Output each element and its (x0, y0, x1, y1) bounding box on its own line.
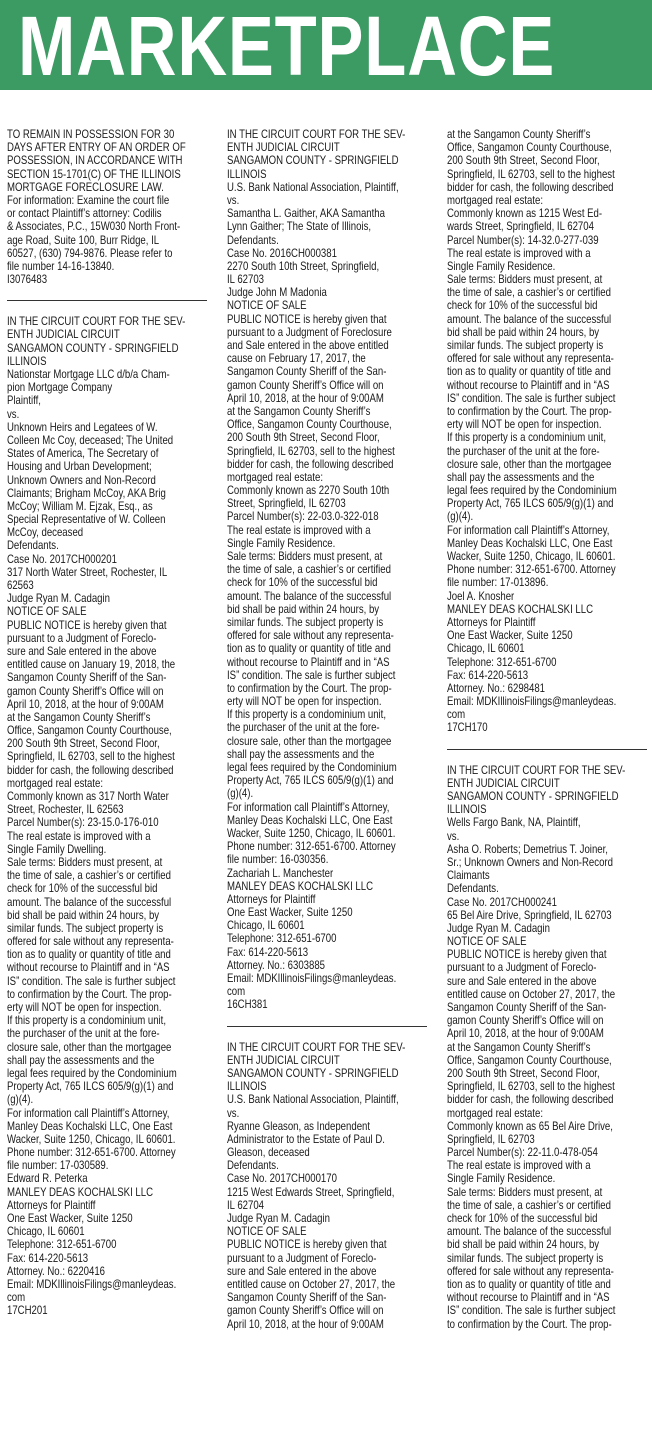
notice-line: Phone number: 312-651-6700. Attorney (227, 839, 396, 854)
notice-line: For information call Plaintiff’s Attorney, (7, 1105, 170, 1120)
notice-divider (447, 749, 647, 750)
notice-line: to confirmation by the Court. The prop- (227, 680, 392, 695)
notice-line: Phone number: 312-651-6700. Attorney (447, 562, 616, 577)
notice-line: and Sale entered in the above entitled (227, 338, 389, 352)
notice-line: Wacker, Suite 1250, Chicago, IL 60601. (7, 1131, 176, 1146)
notice-line: pursuant to a Judgment of Foreclo- (447, 960, 597, 975)
notice-line: U.S. Bank National Association, Plaintiff, (227, 179, 399, 194)
notice-divider (7, 300, 207, 301)
notice-line: Street, Rochester, IL 62563 (7, 802, 124, 817)
notice-line: Attorney. No.: 6220416 (7, 1263, 106, 1278)
notice-line: vs. (7, 406, 20, 421)
notice-line: ENTH JUDICIAL CIRCUIT (7, 327, 120, 342)
notice-line: Unknown Heirs and Legatees of W. (7, 419, 158, 434)
notice-line: gamon County Sheriff’s Office will on (7, 683, 164, 698)
notice-line: IS” condition. The sale is further subject (447, 390, 616, 405)
notice-line: Colleen Mc Coy, deceased; The United (7, 432, 174, 447)
notice-line: NOTICE OF SALE (7, 604, 87, 619)
notice-line: ENTH JUDICIAL CIRCUIT (227, 1052, 340, 1067)
notice-line: the time of sale, a cashier’s or certified (7, 868, 171, 883)
notice-line: PUBLIC NOTICE is hereby given that (227, 311, 387, 326)
notice-line: Wells Fargo Bank, NA, Plaintiff, (447, 815, 581, 830)
notice-line: (g)(4). (227, 786, 254, 801)
notice-line: file number: 17-030589. (7, 1158, 109, 1173)
notice-line: DAYS AFTER ENTRY OF AN ORDER OF (7, 140, 186, 155)
notice-line: Sangamon County Sheriff of the San- (7, 670, 167, 685)
notice-line: April 10, 2018, at the hour of 9:00AM (447, 1026, 604, 1041)
notice-line: sure and Sale entered in the above (7, 643, 157, 658)
notice-line: mortgaged real estate: (447, 192, 544, 207)
notice-line: 16CH381 (227, 997, 268, 1012)
notice-line: tion as to quality or quantity of title and (7, 947, 171, 962)
notice-line: similar funds. The subject property is (227, 614, 384, 629)
notice-line: com (227, 984, 246, 999)
notice-line: legal fees required by the Condominium (447, 483, 617, 498)
notice-line: Case No. 2017CH000170 (227, 1171, 337, 1186)
notice-line: Chicago, IL 60601 (7, 1224, 85, 1239)
notice-line: Zachariah L. Manchester (227, 865, 334, 880)
notice-line: vs. (227, 192, 240, 207)
notice-line: vs. (447, 828, 460, 843)
notice-line: SANGAMON COUNTY - SPRINGFIELD (447, 789, 619, 803)
notice-line: bid shall be paid within 24 hours, by (227, 601, 380, 616)
notice-line: Sale terms: Bidders must present, at (7, 854, 163, 869)
notice-line: If this property is a condominium unit, (227, 707, 387, 722)
notice-line: shall pay the assessments and the (227, 746, 375, 761)
notice-line: Samantha L. Gaither, AKA Samantha (227, 206, 385, 221)
notice-line: mortgaged real estate: (447, 1105, 544, 1120)
notice-line: ENTH JUDICIAL CIRCUIT (227, 140, 340, 155)
notice-line: Wacker, Suite 1250, Chicago, IL 60601. (447, 549, 616, 563)
notice-line: Sangamon County Sheriff of the San- (227, 1290, 387, 1305)
notice-line: closure sale, other than the mortgagee (227, 733, 392, 748)
notice-line: check for 10% of the successful bid (447, 1211, 598, 1225)
notice-line: Sale terms: Bidders must present, at (447, 272, 603, 287)
notice-line: IL 62703 (227, 272, 265, 287)
notice-line: Plaintiff, (7, 393, 41, 408)
notice-line: 1215 West Edwards Street, Springfield, (227, 1184, 395, 1199)
notice-line: erty will NOT be open for inspection. (447, 417, 602, 432)
notice-line: Chicago, IL 60601 (447, 641, 525, 656)
notice-line: entitled cause on January 19, 2018, the (7, 657, 176, 672)
notice-line: closure sale, other than the mortgagee (7, 1039, 172, 1054)
notice-line: ENTH JUDICIAL CIRCUIT (447, 775, 560, 790)
notice-line: amount. The balance of the successful (227, 588, 392, 603)
notice-line: NOTICE OF SALE (447, 934, 527, 949)
notice-line: Office, Sangamon County Courthouse, (227, 417, 392, 432)
notice-line: The real estate is improved with a (447, 245, 591, 260)
notice-line: Attorneys for Plaintiff (447, 614, 536, 629)
notice-line: Claimants; Brigham McCoy, AKA Brig (7, 485, 166, 500)
notice-line: Judge Ryan M. Cadagin (7, 591, 110, 606)
notice-line: IS” condition. The sale is further subject (227, 667, 396, 682)
notice-line: 17CH201 (7, 1303, 48, 1318)
notice-line: Attorney. No.: 6303885 (227, 957, 326, 972)
notice-line: 200 South 9th Street, Second Floor, (227, 430, 380, 445)
notice-line: Telephone: 312-651-6700 (227, 931, 337, 946)
notice-line: amount. The balance of the successful (7, 894, 172, 909)
notice-line: TO REMAIN IN POSSESSION FOR 30 (7, 128, 175, 141)
notice-line: McCoy, deceased (7, 525, 84, 540)
notice-line: amount. The balance of the successful (447, 1224, 612, 1239)
notice-line: Defendants. (7, 538, 59, 553)
notice-line: file number: 16-030356. (227, 852, 329, 867)
notice-line: ILLINOIS (7, 353, 47, 368)
notice-line: pursuant to a Judgment of Foreclosure (227, 324, 392, 339)
notice-line: entitled cause on October 27, 2017, the (447, 986, 616, 1001)
notice-line: Office, Sangamon County Courthouse, (447, 1052, 612, 1067)
notice-line: the purchaser of the unit at the fore- (447, 443, 600, 458)
notice-line: Nationstar Mortgage LLC d/b/a Cham- (7, 367, 170, 381)
notice-line: file number 14-16-13840. (7, 258, 115, 273)
notice-line: Single Family Residence. (447, 258, 556, 273)
notice-line: One East Wacker, Suite 1250 (7, 1211, 133, 1225)
notice-line: erty will NOT be open for inspection. (227, 694, 382, 709)
notice-line: check for 10% of the successful bid (447, 298, 598, 313)
notice-line: Gleason, deceased (227, 1145, 310, 1160)
notice-line: sure and Sale entered in the above (447, 973, 597, 988)
notice-line: Manley Deas Kochalski LLC, One East (7, 1118, 173, 1133)
notice-line: Sr.; Unknown Owners and Non-Record (447, 854, 613, 869)
notice-line: Ryanne Gleason, as Independent (227, 1118, 371, 1133)
notice-line: Case No. 2017CH000201 (7, 551, 117, 566)
notice-line: Commonly known as 2270 South 10th (227, 483, 390, 498)
page-title: MARKETPLACE (18, 0, 556, 93)
notice-line: (g)(4). (7, 1092, 34, 1107)
notice-line: ILLINOIS (447, 802, 487, 817)
notice-line: 2270 South 10th Street, Springfield, (227, 258, 380, 273)
notice-line: SECTION 15-1701(C) OF THE ILLINOIS (7, 166, 181, 181)
notice-line: Unknown Owners and Non-Record (7, 472, 156, 487)
notice-line: 65 Bel Aire Drive, Springfield, IL 62703 (447, 907, 612, 922)
notice-line: NOTICE OF SALE (227, 1224, 307, 1239)
notice-line: age Road, Suite 100, Burr Ridge, IL (7, 232, 160, 247)
notice-line: IN THE CIRCUIT COURT FOR THE SEV- (447, 762, 626, 777)
notice-line: Springfield, IL 62703, sell to the highest (227, 443, 395, 458)
notice-line: to confirmation by the Court. The prop- (7, 986, 172, 1001)
notice-line: Springfield, IL 62703 (447, 1131, 535, 1146)
notice-line: file number: 17-013896. (447, 575, 549, 590)
notice-line: the time of sale, a cashier’s or certified (227, 562, 391, 577)
notice-line: SANGAMON COUNTY - SPRINGFIELD (7, 340, 179, 355)
notice-line: Defendants. (447, 881, 499, 896)
notice-line: MANLEY DEAS KOCHALSKI LLC (447, 601, 594, 616)
notice-line: Springfield, IL 62703, sell to the highest (447, 1079, 615, 1094)
notice-line: SANGAMON COUNTY - SPRINGFIELD (227, 153, 399, 168)
notice-line: pursuant to a Judgment of Foreclo- (227, 1250, 377, 1265)
notice-line: shall pay the assessments and the (447, 469, 595, 484)
notice-line: Email: MDKIllinoisFilings@manleydeas. (447, 694, 617, 709)
notice-line: Sale terms: Bidders must present, at (447, 1184, 603, 1199)
notice-line: bidder for cash, the following described (7, 762, 174, 777)
notice-line: bidder for cash, the following described (447, 179, 614, 194)
notice-line: Sangamon County Sheriff of the San- (447, 1000, 607, 1014)
notice-line: Judge John M Madonia (227, 285, 327, 300)
notice-line: Housing and Urban Development; (7, 459, 152, 474)
notice-line: IL 62704 (227, 1197, 265, 1212)
notice-line: pion Mortgage Company (7, 380, 113, 395)
notice-line: the time of sale, a cashier’s or certified (447, 285, 611, 300)
notice-line: Property Act, 765 ILCS 605/9(g)(1) and (7, 1079, 174, 1094)
notice-line: Parcel Number(s): 22-11.0-478-054 (447, 1145, 598, 1160)
notice-line: mortgaged real estate: (227, 469, 324, 484)
notice-line: The real estate is improved with a (447, 1158, 591, 1173)
notice-line: ILLINOIS (227, 1079, 267, 1094)
notice-line: Wacker, Suite 1250, Chicago, IL 60601. (227, 825, 396, 840)
notice-line: similar funds. The subject property is (447, 338, 604, 352)
notice-line: without recourse to Plaintiff and in “AS (7, 960, 170, 975)
notice-line: com (447, 707, 466, 722)
notice-line: com (7, 1290, 26, 1305)
notice-line: Single Family Residence. (227, 535, 336, 550)
notice-line: Property Act, 765 ILCS 605/9(g)(1) and (227, 773, 394, 788)
notice-line: bidder for cash, the following described (447, 1092, 614, 1107)
notice-line: & Associates, P.C., 15W030 North Front- (7, 219, 181, 234)
legal-notice (447, 128, 652, 735)
notice-line: MANLEY DEAS KOCHALSKI LLC (7, 1184, 154, 1199)
notice-line: gamon County Sheriff’s Office will on (227, 377, 384, 392)
notice-line: offered for sale without any representa- (7, 934, 174, 949)
notice-line: U.S. Bank National Association, Plaintiff, (227, 1092, 399, 1107)
notice-line: the time of sale, a cashier’s or certified (447, 1197, 611, 1212)
legal-notice (227, 1041, 433, 1331)
notice-line: Manley Deas Kochalski LLC, One East (227, 812, 393, 827)
notice-line: offered for sale without any representa- (447, 1263, 614, 1278)
notice-line: Parcel Number(s): 23-15.0-176-010 (7, 815, 159, 830)
notice-line: April 10, 2018, at the hour of 9:00AM (227, 390, 384, 405)
notice-line: One East Wacker, Suite 1250 (227, 905, 353, 920)
notice-line: gamon County Sheriff’s Office will on (227, 1303, 384, 1318)
notice-line: the purchaser of the unit at the fore- (7, 1026, 160, 1041)
notice-line: Single Family Residence. (447, 1171, 556, 1186)
notice-line: IS” condition. The sale is further subject (7, 973, 176, 988)
notice-line: Manley Deas Kochalski LLC, One East (447, 535, 613, 550)
notice-line: erty will NOT be open for inspection. (7, 1000, 162, 1014)
notice-line: One East Wacker, Suite 1250 (447, 628, 573, 643)
notice-line: MANLEY DEAS KOCHALSKI LLC (227, 878, 374, 893)
notice-line: For information: Examine the court file (7, 192, 170, 207)
notice-line: Fax: 614-220-5613 (7, 1250, 89, 1265)
notice-line: Attorney. No.: 6298481 (447, 680, 546, 695)
notice-line: Commonly known as 317 North Water (7, 789, 169, 803)
notice-line: to confirmation by the Court. The prop- (447, 1316, 612, 1331)
notice-line: Property Act, 765 ILCS 605/9(g)(1) and (447, 496, 614, 511)
notice-line: (g)(4). (447, 509, 474, 524)
notice-line: Judge Ryan M. Cadagin (227, 1211, 330, 1225)
notice-line: I3076483 (7, 272, 48, 287)
notice-line: IN THE CIRCUIT COURT FOR THE SEV- (7, 314, 186, 329)
legal-notice (7, 128, 213, 286)
notice-line: check for 10% of the successful bid (7, 881, 158, 896)
notice-line: MORTGAGE FORECLOSURE LAW. (7, 179, 164, 194)
notice-line: Fax: 614-220-5613 (447, 667, 529, 682)
notice-line: Defendants. (227, 232, 279, 247)
notice-line: Edward R. Peterka (7, 1171, 88, 1186)
notice-line: The real estate is improved with a (7, 828, 151, 843)
notice-line: April 10, 2018, at the hour of 9:00AM (227, 1316, 384, 1331)
notice-line: Office, Sangamon County Courthouse, (7, 723, 172, 738)
notice-line: Defendants. (227, 1158, 279, 1173)
notice-line: Single Family Dwelling. (7, 841, 107, 856)
notice-line: 200 South 9th Street, Second Floor, (447, 1065, 600, 1080)
notice-line: Claimants (447, 868, 490, 883)
notice-line: mortgaged real estate: (7, 775, 104, 790)
notice-line: or contact Plaintiff’s attorney: Codilis (7, 206, 162, 221)
notice-line: at the Sangamon County Sheriff’s (227, 403, 371, 418)
column-3 (447, 128, 652, 1446)
notice-line: Springfield, IL 62703, sell to the highest (7, 749, 175, 764)
notice-line: Chicago, IL 60601 (227, 918, 305, 933)
notice-line: 200 South 9th Street, Second Floor, (447, 153, 600, 168)
notice-line: Sale terms: Bidders must present, at (227, 549, 383, 563)
notice-line: Commonly known as 65 Bel Aire Drive, (447, 1118, 613, 1133)
notice-line: Sangamon County Sheriff of the San- (227, 364, 387, 379)
notice-line: 200 South 9th Street, Second Floor, (7, 736, 160, 751)
notice-line: without recourse to Plaintiff and in “AS (227, 654, 390, 669)
notice-line: April 10, 2018, at the hour of 9:00AM (7, 696, 164, 711)
notice-line: Joel A. Knosher (447, 588, 515, 603)
notice-line: Lynn Gaither; The State of Illinois, (227, 219, 372, 234)
notice-line: POSSESSION, IN ACCORDANCE WITH (7, 153, 183, 168)
notice-line: legal fees required by the Condominium (227, 760, 397, 774)
notice-line: NOTICE OF SALE (227, 298, 307, 313)
notice-line: For information call Plaintiff’s Attorney, (447, 522, 610, 537)
notice-line: Office, Sangamon County Courthouse, (447, 140, 612, 155)
notice-line: amount. The balance of the successful (447, 311, 612, 326)
legal-notice (447, 764, 652, 1331)
notice-line: at the Sangamon County Sheriff’s (447, 1039, 591, 1054)
notice-line: Phone number: 312-651-6700. Attorney (7, 1145, 176, 1160)
notice-line: Fax: 614-220-5613 (227, 944, 309, 959)
notice-line: Asha O. Roberts; Demetrius T. Joiner, (447, 841, 608, 856)
column-1 (7, 128, 213, 1446)
notice-line: wards Street, Springfield, IL 62704 (447, 219, 594, 234)
notice-line: Attorneys for Plaintiff (227, 891, 316, 906)
notice-line: 62563 (7, 578, 34, 592)
notice-line: bid shall be paid within 24 hours, by (447, 324, 600, 339)
marketplace-header (0, 0, 652, 93)
notice-line: Case No. 2016CH000381 (227, 245, 337, 260)
legal-notice (227, 128, 433, 1012)
notice-line: shall pay the assessments and the (7, 1052, 155, 1067)
notice-line: If this property is a condominium unit, (7, 1013, 167, 1028)
notice-divider (227, 1026, 427, 1027)
notice-line: PUBLIC NOTICE is hereby given that (7, 617, 167, 632)
notice-line: Administrator to the Estate of Paul D. (227, 1131, 385, 1146)
notice-line: Street, Springfield, IL 62703 (227, 496, 346, 511)
notice-line: Telephone: 312-651-6700 (447, 654, 557, 669)
notice-line: Springfield, IL 62703, sell to the highest (447, 166, 615, 181)
notice-line: pursuant to a Judgment of Foreclo- (7, 630, 157, 645)
notice-line: Telephone: 312-651-6700 (7, 1237, 117, 1252)
notice-line: PUBLIC NOTICE is hereby given that (447, 947, 607, 962)
notice-line: States of America, The Secretary of (7, 446, 159, 461)
notice-line: Commonly known as 1215 West Ed- (447, 206, 603, 221)
notice-line: without recourse to Plaintiff and in “AS (447, 377, 610, 392)
notice-line: bidder for cash, the following described (227, 456, 394, 471)
notice-line: 60527, (630) 794-9876. Please refer to (7, 245, 173, 260)
notice-line: For information call Plaintiff’s Attorney, (227, 799, 390, 814)
notice-line: The real estate is improved with a (227, 522, 371, 537)
notice-line: cause on February 17, 2017, the (227, 351, 366, 366)
notice-line: SANGAMON COUNTY - SPRINGFIELD (227, 1065, 399, 1080)
notice-line: ILLINOIS (227, 166, 267, 181)
notice-line: sure and Sale entered in the above (227, 1263, 377, 1278)
notice-line: tion as to quality or quantity of title and (447, 1276, 611, 1291)
notice-line: closure sale, other than the mortgagee (447, 456, 612, 471)
notice-line: Parcel Number(s): 22-03.0-322-018 (227, 509, 379, 524)
notice-line: tion as to quality or quantity of title and (227, 641, 391, 656)
notice-line: IN THE CIRCUIT COURT FOR THE SEV- (227, 128, 406, 141)
notice-line: without recourse to Plaintiff and in “AS (447, 1290, 610, 1305)
notice-line: bid shall be paid within 24 hours, by (7, 907, 160, 922)
notice-line: legal fees required by the Condominium (7, 1065, 177, 1080)
notice-line: Case No. 2017CH000241 (447, 894, 557, 909)
notice-line: similar funds. The subject property is (7, 920, 164, 935)
notice-line: bid shall be paid within 24 hours, by (447, 1237, 600, 1252)
notice-line: vs. (227, 1105, 240, 1120)
notice-line: tion as to quality or quantity of title and (447, 364, 611, 379)
notice-line: 17CH170 (447, 720, 488, 735)
notice-line: to confirmation by the Court. The prop- (447, 403, 612, 418)
notice-line: McCoy; William M. Ejzak, Esq., as (7, 498, 153, 513)
notice-line: Parcel Number(s): 14-32.0-277-039 (447, 232, 599, 247)
notice-line: Judge Ryan M. Cadagin (447, 920, 550, 935)
column-2 (227, 128, 433, 1446)
notice-line: IS” condition. The sale is further subject (447, 1303, 616, 1318)
notice-line: IN THE CIRCUIT COURT FOR THE SEV- (227, 1039, 406, 1054)
notice-line: Special Representative of W. Colleen (7, 512, 166, 527)
legal-notice (7, 315, 213, 1317)
notice-line: offered for sale without any representa- (227, 628, 394, 643)
notice-line: 317 North Water Street, Rochester, IL (7, 564, 168, 579)
notice-line: gamon County Sheriff’s Office will on (447, 1013, 604, 1028)
notice-line: Email: MDKIllinoisFilings@manleydeas. (227, 971, 397, 985)
notice-line: offered for sale without any representa- (447, 351, 614, 366)
notice-line: If this property is a condominium unit, (447, 430, 607, 445)
notice-line: at the Sangamon County Sheriff’s (447, 128, 591, 141)
notice-line: Attorneys for Plaintiff (7, 1197, 96, 1212)
notice-line: similar funds. The subject property is (447, 1250, 604, 1265)
notice-line: PUBLIC NOTICE is hereby given that (227, 1237, 387, 1252)
notice-line: check for 10% of the successful bid (227, 575, 378, 590)
notice-line: Email: MDKIllinoisFilings@manleydeas. (7, 1276, 177, 1291)
notice-line: entitled cause on October 27, 2017, the (227, 1276, 396, 1291)
notice-line: at the Sangamon County Sheriff’s (7, 709, 151, 724)
notice-line: the purchaser of the unit at the fore- (227, 720, 380, 735)
